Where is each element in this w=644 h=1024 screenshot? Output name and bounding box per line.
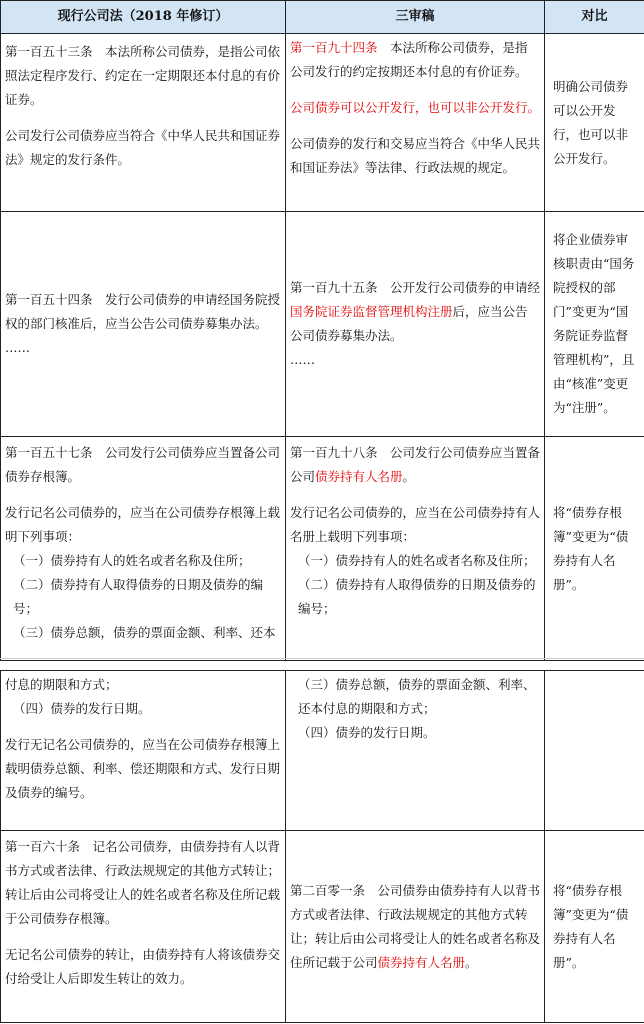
draft-cell: 第一百九十四条 本法所称公司债券，是指公司发行的约定按期还本付息的有价证券。 公司债券可以公开发行，也可以非公开发行。 公司债券的发行和交易应当符合《中华人民共和国证券法》等法律、行政法规的规定。: [286, 34, 545, 212]
comparison-cell: 将企业债券审核职责由“国务院授权的部门”变更为“国务院证券监督管理机构”，且由“核准”变更为“注册”。: [545, 212, 644, 437]
page-break-divider: [0, 658, 644, 659]
current-law-cell: 第一百六十条 记名公司债券，由债券持有人以背书方式或者法律、行政法规规定的其他方式转让；转让后由公司将受让人的姓名或者名称及住所记载于公司债券存根簿。 无记名公司债券的转让，由债券持有人将该债券交付给受让人后即发生转让的效力。: [1, 831, 286, 1023]
comparison-cell: 明确公司债券可以公开发行，也可以非公开发行。: [545, 34, 644, 212]
table-row: [1, 671, 644, 831]
table-row: [1, 437, 644, 661]
current-law-cell: 第一百五十七条 公司发行公司债券应当置备公司债券存根簿。 发行记名公司债券的，应当在公司债券存根簿上载明下列事项： （一）债券持有人的姓名或者名称及住所； （二）债券持有人取得债券的日期及债券的编号； （三）债券总额，债券的票面金额、利率、还本: [1, 437, 286, 661]
draft-cell: （三）债券总额，债券的票面金额、利率、还本付息的期限和方式； （四）债券的发行日期。: [286, 671, 545, 831]
table-row: [1, 34, 644, 212]
draft-cell: 第一百九十五条 公开发行公司债券的申请经国务院证券监督管理机构注册后，应当公告公司债券募集办法。 ……: [286, 212, 545, 437]
header-current-law: 现行公司法（2018 年修订）: [1, 1, 286, 34]
current-law-cell: 第一百五十三条 本法所称公司债券，是指公司依照法定程序发行、约定在一定期限还本付息的有价证券。 公司发行公司债券应当符合《中华人民共和国证券法》规定的发行条件。: [1, 34, 286, 212]
comparison-cell: 将“债券存根簿”变更为“债券持有人名册”。: [545, 831, 644, 1023]
comparison-table-page-2: [0, 670, 644, 1023]
table-row: [1, 831, 644, 1023]
current-law-cell: 付息的期限和方式； （四）债券的发行日期。 发行无记名公司债券的，应当在公司债券存根簿上载明债券总额、利率、偿还期限和方式、发行日期及债券的编号。: [1, 671, 286, 831]
header-third-draft: 三审稿: [286, 1, 545, 34]
header-comparison: 对比: [545, 1, 644, 34]
comparison-cell: [545, 671, 644, 831]
comparison-cell: 将“债券存根簿”变更为“债券持有人名册”。: [545, 437, 644, 661]
table-row: [1, 212, 644, 437]
draft-cell: 第一百九十八条 公司发行公司债券应当置备公司债券持有人名册。 发行记名公司债券的，应当在公司债券持有人名册上载明下列事项： （一）债券持有人的姓名或者名称及住所； （二）债券持有人取得债券的日期及债券的编号；: [286, 437, 545, 661]
draft-cell: 第二百零一条 公司债券由债券持有人以背书方式或者法律、行政法规规定的其他方式转让；转让后由公司将受让人的姓名或者名称及住所记载于公司债券持有人名册。: [286, 831, 545, 1023]
table-header-row: [1, 1, 644, 34]
current-law-cell: 第一百五十四条 发行公司债券的申请经国务院授权的部门核准后，应当公告公司债券募集办法。 ……: [1, 212, 286, 437]
